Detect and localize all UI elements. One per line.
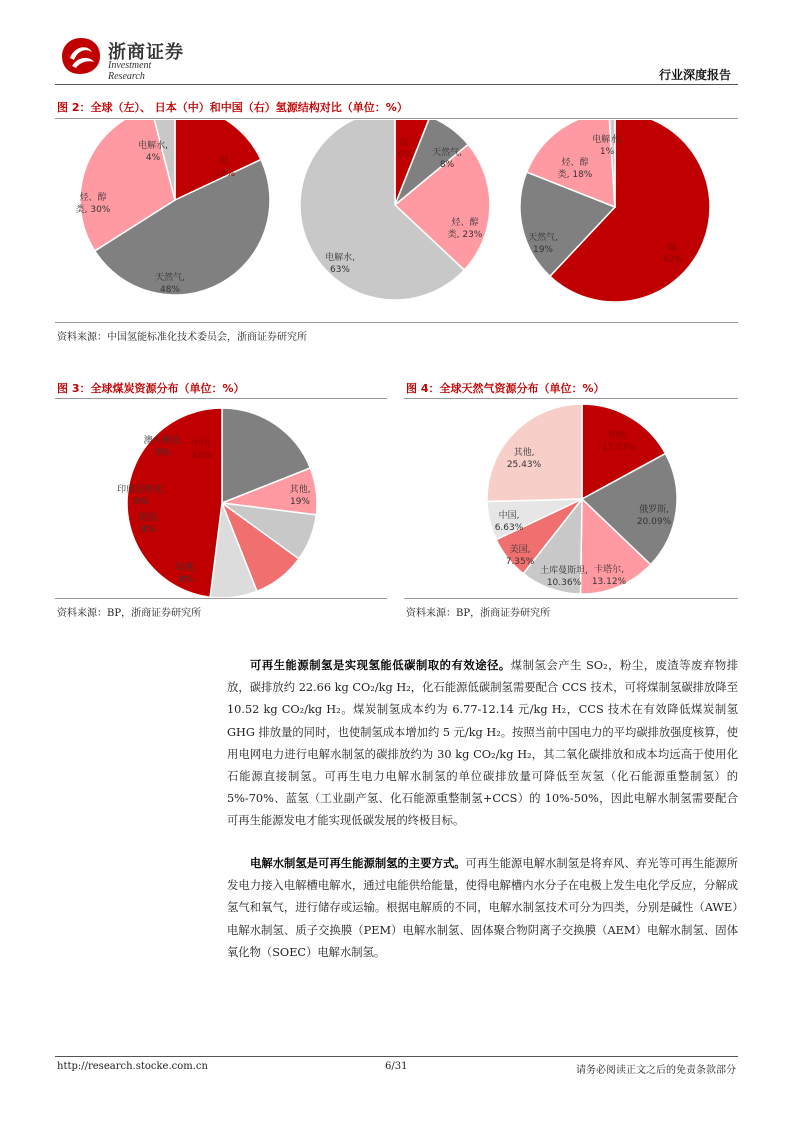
paragraph-2: [227, 852, 738, 964]
footer-divider: [55, 1056, 738, 1057]
pie-coal: [117, 408, 317, 598]
page-number: 6/31: [385, 1061, 408, 1072]
report-type: 行业深度报告: [658, 68, 731, 82]
fig4-chart: [404, 400, 738, 598]
pie-label-3-5: 中国, 48%: [191, 439, 213, 461]
pie-global: [76, 120, 270, 295]
pie-label-4-2: 卡塔尔, 13.12%: [591, 565, 627, 587]
fig3-bottom-rule: [55, 598, 387, 599]
logo-chinese-text: 浙商证券: [108, 42, 184, 63]
paragraph-1-text: 煤制氢会产生 SO₂，粉尘，废渣等废弃物排放，碳排放约 22.66 kg CO₂/kg H₂，化石能源低碳制氢需要配合 CCS 技术，可将煤制氢碳排放降至 10.52 kg CO₂/kg H₂。煤炭制氢成本约为 6.77-12.14 元/kg H₂，CCS 技术在有效降低煤炭制氢 GHG 排放量的同时，也使制氢成本增加约 5 元/kg H₂。按照当前中国电力的平均碳排放强度核算，使用电网电力进行电解水制氢的碳排放约为 30 kg CO₂/kg H₂，其二氧化碳排放和成本均远高于使用化石能源直接制氢。可再生电力电解水制氢的单位碳排放量可降低至灰氢（化石能源重整制氢）的 5%-70%、蓝氢（工业副产氢、化石能源重整制氢+CCS）的 10%-50%，因此电解水制氢需要配合可再生能源发电才能实现低碳发展的终极目标。: [227, 659, 739, 828]
paragraph-1: [227, 654, 738, 833]
fig4-top-rule: [404, 398, 738, 399]
pie-label-4-0: 伊朗, 17.07%: [601, 431, 637, 453]
pie-label-2-3: 电解水, 1%: [592, 135, 622, 157]
pie-japan: [300, 120, 490, 300]
header-divider: [55, 84, 738, 85]
pie-label-3-1: 印度, 8%: [175, 563, 197, 585]
pie-label-0-2: 烃、醇类, 30%: [75, 193, 111, 215]
pie-label-0-0: 煤, 18%: [214, 157, 236, 179]
fig4-source: 资料来源：BP，浙商证券研究所: [406, 608, 551, 619]
fig2-bottom-rule: [55, 322, 738, 323]
fig2-top-rule: [55, 118, 738, 119]
pie-label-1-1: 天然气, 8%: [432, 148, 462, 170]
pie-label-4-4: 美国, 7.35%: [505, 545, 535, 567]
fig3-source: 资料来源：BP，浙商证券研究所: [57, 608, 202, 619]
pie-label-0-1: 天然气, 48%: [155, 273, 185, 295]
fig2-title: 图 2：全球（左）、 日本（中）和中国（右）氢源结构对比（单位：%）: [57, 101, 408, 114]
pie-label-4-5: 中国, 6.63%: [494, 511, 524, 533]
fig2-charts: [55, 120, 738, 320]
pie-china: [520, 120, 710, 302]
paragraph-2-text: 可再生能源电解水制氢是将弃风、弃光等可再生能源所发电力接入电解槽电解水，通过电能供给能量，使得电解槽内水分子在电极上发生电化学反应，分解成氢气和氧气，进行储存或运输。根据电解质的不同，电解水制氢技术可分为四类，分别是碱性（AWE）电解水制氢、质子交换膜（PEM）电解水制氢、固体聚合物阴离子交换膜（AEM）电解水制氢、固体氧化物（SOEC）电解水制氢。: [227, 857, 738, 959]
pie-label-1-2: 烃、醇类, 23%: [447, 218, 483, 240]
pie-slice-4-6: [487, 404, 582, 501]
fig4-title: 图 4：全球天然气资源分布（单位：%）: [406, 382, 605, 395]
pie-label-2-0: 煤, 62%: [662, 243, 684, 265]
logo-english-text: Investment Research: [108, 60, 152, 82]
pie-label-2-1: 天然气, 19%: [528, 233, 558, 255]
pie-label-3-4: 澳大利亚, 8%: [143, 436, 183, 458]
paragraph-2-lead: 电解水制氢是可再生能源制氢的主要方式。: [250, 856, 466, 870]
pie-gas: [487, 404, 677, 594]
pie-label-1-0: 煤, 6%: [397, 138, 413, 160]
pie-label-2-2: 烃、醇类, 18%: [557, 158, 593, 180]
company-logo: [60, 36, 190, 82]
pie-label-3-2: 美国, 8%: [137, 513, 159, 535]
footer-disclaimer: 请务必阅读正文之后的免责条款部分: [576, 1065, 736, 1076]
pie-label-1-3: 电解水, 63%: [325, 253, 355, 275]
fig3-chart: [55, 400, 387, 598]
fig2-source: 资料来源：中国氢能标准化技术委员会，浙商证券研究所: [57, 332, 307, 343]
fig3-title: 图 3：全球煤炭资源分布（单位：%）: [57, 382, 245, 395]
pie-label-3-0: 其他, 19%: [289, 485, 311, 507]
pie-label-4-1: 俄罗斯, 20.09%: [636, 505, 672, 527]
footer-url[interactable]: http://research.stocke.com.cn: [57, 1061, 208, 1072]
logo-emblem-icon: [60, 36, 102, 76]
paragraph-1-lead: 可再生能源制氢是实现氢能低碳制取的有效途径。: [250, 658, 511, 672]
pie-label-0-3: 电解水, 4%: [138, 141, 168, 163]
pie-label-4-3: 土库曼斯坦, 10.36%: [540, 566, 588, 588]
fig3-top-rule: [55, 398, 387, 399]
pie-label-3-3: 印度尼西亚, 9%: [117, 485, 165, 507]
fig4-bottom-rule: [404, 598, 738, 599]
pie-label-4-6: 其他, 25.43%: [506, 448, 542, 470]
